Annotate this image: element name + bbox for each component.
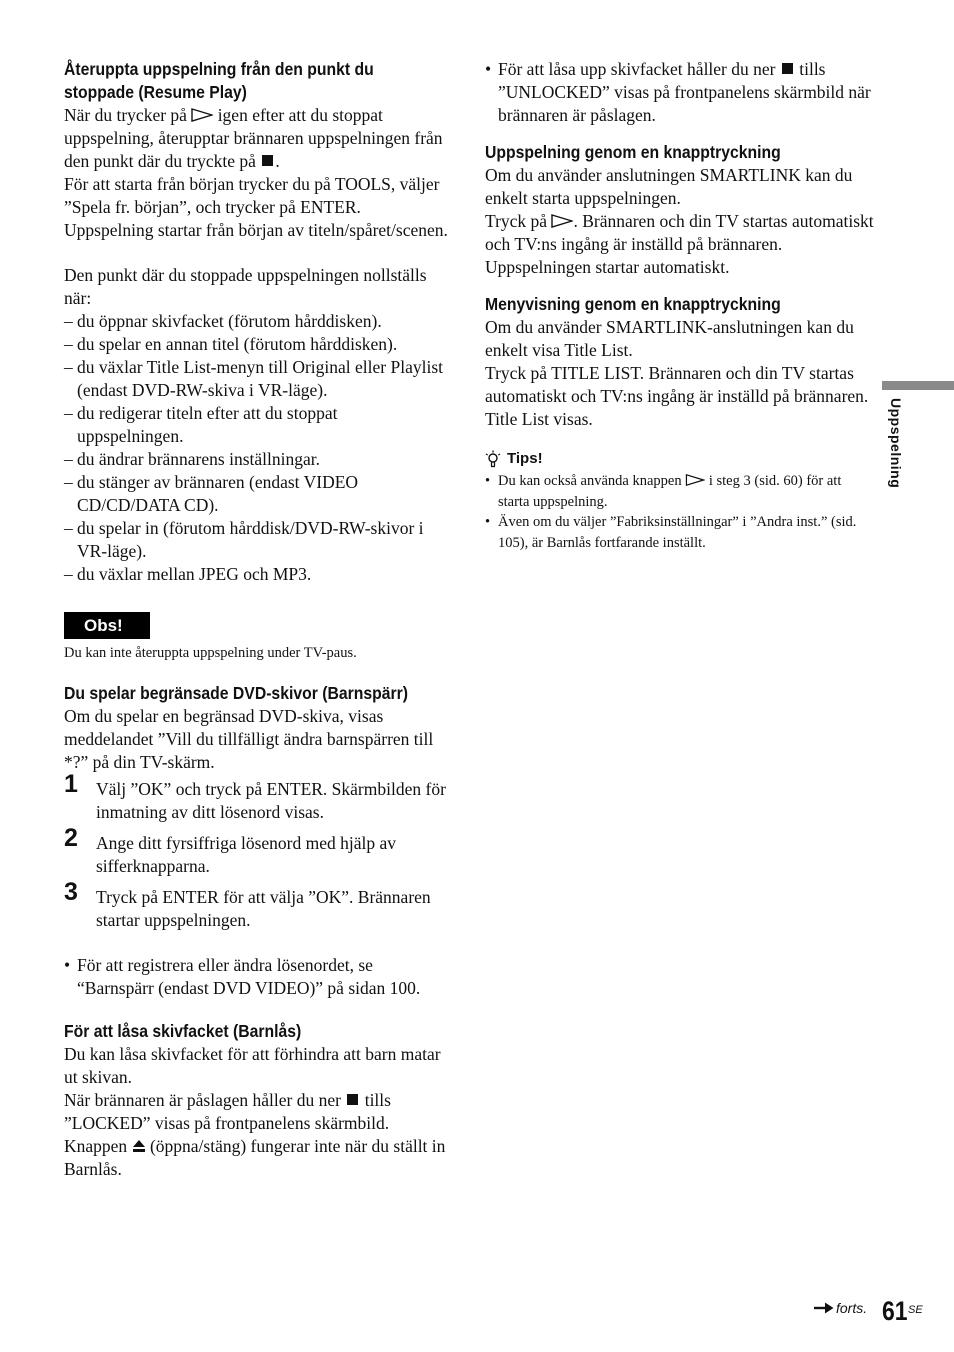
one-touch-play-instructions: Tryck på . Brännaren och din TV startas automatiskt och TV:ns ingång är inställd på brännaren. Uppspelningen startar automatiskt. <box>485 211 874 277</box>
lightbulb-icon <box>485 450 501 468</box>
play-icon <box>685 474 705 486</box>
reset-conditions-list <box>64 310 448 586</box>
heading-one-touch-play: Uppspelning genom en knapptryckning <box>485 142 781 162</box>
resume-play-paragraph: När du trycker på igen efter att du stoppat uppspelning, återupptar brännaren uppspelningen från den punkt där du tryckte på . <box>64 105 443 171</box>
section-tab-label: Uppspelning <box>888 398 904 489</box>
list-item: – du stänger av brännaren (endast VIDEO CD/CD/DATA CD). <box>64 471 448 517</box>
tools-paragraph: För att starta från början trycker du på TOOLS, väljer ”Spela fr. början”, och trycker på ENTER. Uppspelning startar från början av titeln/spåret/scenen. <box>64 174 448 240</box>
play-icon <box>191 108 213 122</box>
step-3: 3 Tryck på ENTER för att välja ”OK”. Brännaren startar uppspelningen. <box>64 878 431 930</box>
section-tab-bar <box>882 381 954 390</box>
child-lock-paragraph: Du kan låsa skivfacket för att förhindra att barn matar ut skivan. <box>64 1044 441 1087</box>
step-2: 2 Ange ditt fyrsiffriga lösenord med hjälp av sifferknapparna. <box>64 824 397 876</box>
one-touch-menu-intro: Om du använder SMARTLINK-anslutningen kan du enkelt visa Title List. <box>485 317 854 360</box>
right-column <box>485 58 875 553</box>
list-item: – du öppnar skivfacket (förutom hårddisken). <box>64 310 448 333</box>
obs-badge: Obs! <box>64 612 150 639</box>
step-number: 2 <box>64 824 78 852</box>
obs-note: Du kan inte återuppta uppspelning under TV-paus. <box>64 645 357 661</box>
arrow-right-icon <box>814 1302 834 1314</box>
unlock-bullet: • För att låsa upp skivfacket håller du ner tills ”UNLOCKED” visas på frontpanelens skärmbild när brännaren är påslagen. <box>485 58 875 127</box>
language-code: SE <box>908 1304 923 1316</box>
heading-child-lock: För att låsa skivfacket (Barnlås) <box>64 1021 302 1041</box>
list-item: – du ändrar brännarens inställningar. <box>64 448 448 471</box>
step-number: 3 <box>64 878 78 906</box>
list-item: – du redigerar titeln efter att du stoppat uppspelningen. <box>64 402 448 448</box>
page-number: 61 <box>882 1296 908 1326</box>
child-lock-instructions: När brännaren är påslagen håller du ner tills ”LOCKED” visas på frontpanelens skärmbild. Knappen (öppna/stäng) fungerar inte när du ställt in Barnlås. <box>64 1090 446 1179</box>
heading-one-touch-menu: Menyvisning genom en knapptryckning <box>485 294 781 314</box>
stop-icon <box>782 63 793 74</box>
list-item: – du spelar in (förutom hårddisk/DVD-RW-skivor i VR-läge). <box>64 517 448 563</box>
list-item: – du spelar en annan titel (förutom hårddisken). <box>64 333 448 356</box>
stop-icon <box>347 1094 358 1105</box>
reset-intro: Den punkt där du stoppade uppspelningen nollställs när: <box>64 265 427 308</box>
tips-heading: Tips! <box>485 449 875 469</box>
play-icon <box>551 214 573 228</box>
tip-2: • Även om du väljer ”Fabriksinställningar” i ”Andra inst.” (sid. 105), är Barnlås fortfarande inställt. <box>485 512 875 553</box>
heading-resume-play: Återuppta uppspelning från den punkt du stoppade (Resume Play) <box>64 59 374 102</box>
one-touch-play-intro: Om du använder anslutningen SMARTLINK kan du enkelt starta uppspelningen. <box>485 165 853 208</box>
parental-paragraph: Om du spelar en begränsad DVD-skiva, visas meddelandet ”Vill du tillfälligt ändra barnspärren till *?” på din TV-skärm. <box>64 706 434 772</box>
step-number: 1 <box>64 770 78 798</box>
list-item: – du växlar Title List-menyn till Original eller Playlist (endast DVD-RW-skiva i VR-läge). <box>64 356 448 402</box>
password-bullet: • För att registrera eller ändra lösenordet, se “Barnspärr (endast DVD VIDEO)” på sidan 100. <box>64 954 448 1000</box>
one-touch-menu-instructions: Tryck på TITLE LIST. Brännaren och din TV startas automatiskt och TV:ns ingång är inställd på brännaren. Title List visas. <box>485 363 869 429</box>
list-item: – du växlar mellan JPEG och MP3. <box>64 563 448 586</box>
continued-marker: forts. <box>814 1300 867 1316</box>
left-column <box>64 58 448 1181</box>
stop-icon <box>262 155 273 166</box>
step-1: 1 Välj ”OK” och tryck på ENTER. Skärmbilden för inmatning av ditt lösenord visas. <box>64 770 446 822</box>
heading-parental-control: Du spelar begränsade DVD-skivor (Barnspärr) <box>64 683 408 703</box>
eject-icon <box>132 1139 146 1153</box>
tip-1: • Du kan också använda knappen i steg 3 (sid. 60) för att starta uppspelning. <box>485 471 875 512</box>
